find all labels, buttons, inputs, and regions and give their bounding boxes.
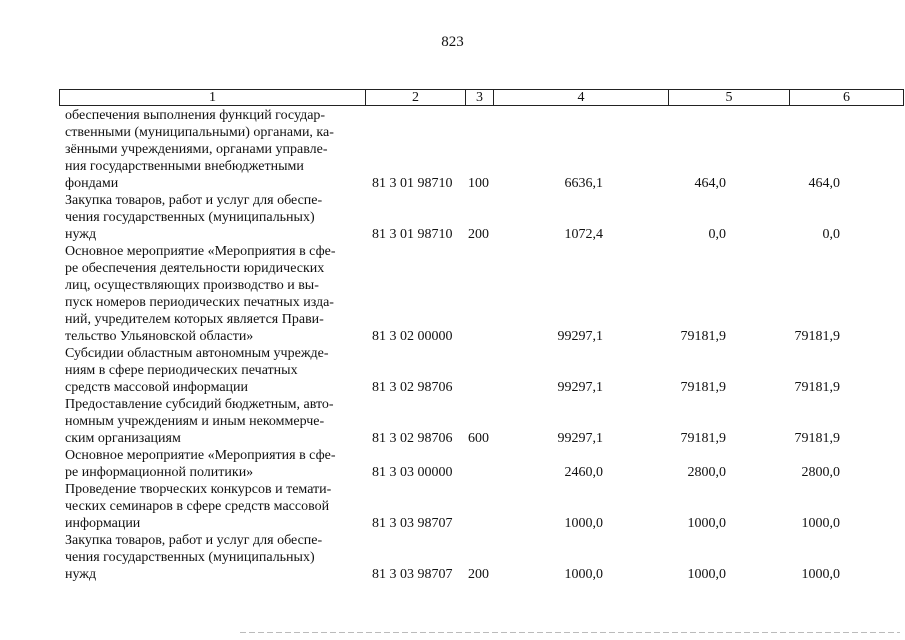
page-number: 823 bbox=[441, 34, 464, 50]
row-value-col4: 6636,1 bbox=[564, 176, 603, 191]
description-line: чения государственных (муниципальных) bbox=[65, 210, 315, 225]
description-line: Предоставление субсидий бюджетным, авто- bbox=[65, 397, 334, 412]
table-row bbox=[0, 532, 905, 583]
row-value-col5: 1000,0 bbox=[687, 567, 726, 582]
table-row bbox=[0, 481, 905, 532]
description-line: нужд bbox=[65, 567, 97, 582]
description-line: Проведение творческих конкурсов и темати- bbox=[65, 482, 332, 497]
row-value-col5: 464,0 bbox=[694, 176, 726, 191]
description-line: номным учреждениям и иным некоммерче- bbox=[65, 414, 325, 429]
column-header-5: 5 bbox=[669, 90, 790, 106]
row-value-col4: 99297,1 bbox=[557, 329, 603, 344]
row-code: 81 3 02 98706 bbox=[372, 380, 453, 395]
description-line: ским организациям bbox=[65, 431, 181, 446]
bottom-dashed-line bbox=[240, 632, 900, 633]
description-line: Закупка товаров, работ и услуг для обеспе- bbox=[65, 533, 323, 548]
column-header-3: 3 bbox=[466, 90, 494, 106]
description-line: фондами bbox=[65, 176, 119, 191]
description-line: ний, учредителем которых является Прави- bbox=[65, 312, 324, 327]
row-code: 81 3 01 98710 bbox=[372, 227, 453, 242]
description-line: Основное мероприятие «Мероприятия в сфе- bbox=[65, 448, 336, 463]
row-description bbox=[65, 447, 360, 481]
row-value-col6: 464,0 bbox=[808, 176, 840, 191]
description-line: зёнными учреждениями, органами управле- bbox=[65, 142, 328, 157]
table-row bbox=[0, 107, 905, 192]
row-description bbox=[65, 396, 360, 447]
row-description bbox=[65, 532, 360, 583]
description-line: информации bbox=[65, 516, 141, 531]
table-row bbox=[0, 243, 905, 345]
description-line: ре обеспечения деятельности юридических bbox=[65, 261, 325, 276]
row-expense-type: 200 bbox=[468, 227, 489, 242]
row-description bbox=[65, 192, 360, 243]
column-header-1: 1 bbox=[60, 90, 366, 106]
row-code: 81 3 02 00000 bbox=[372, 329, 453, 344]
column-header-2: 2 bbox=[366, 90, 466, 106]
description-line: пуск номеров периодических печатных изда- bbox=[65, 295, 334, 310]
description-line: чения государственных (муниципальных) bbox=[65, 550, 315, 565]
row-description bbox=[65, 345, 360, 396]
description-line: ческих семинаров в сфере средств массовой bbox=[65, 499, 330, 514]
row-value-col5: 79181,9 bbox=[680, 380, 726, 395]
description-line: тельство Ульяновской области» bbox=[65, 329, 254, 344]
row-value-col6: 0,0 bbox=[822, 227, 840, 242]
description-line: нужд bbox=[65, 227, 97, 242]
row-expense-type: 100 bbox=[468, 176, 489, 191]
row-description bbox=[65, 107, 360, 192]
description-line: ния государственными внебюджетными bbox=[65, 159, 304, 174]
description-line: Субсидии областным автономным учрежде- bbox=[65, 346, 329, 361]
column-header-4: 4 bbox=[494, 90, 669, 106]
row-code: 81 3 02 98706 bbox=[372, 431, 453, 446]
row-description bbox=[65, 481, 360, 532]
row-value-col6: 79181,9 bbox=[794, 329, 840, 344]
row-value-col6: 79181,9 bbox=[794, 431, 840, 446]
description-line: обеспечения выполнения функций государ- bbox=[65, 108, 326, 123]
row-value-col4: 99297,1 bbox=[557, 380, 603, 395]
row-code: 81 3 03 98707 bbox=[372, 567, 453, 582]
row-value-col4: 2460,0 bbox=[564, 465, 603, 480]
row-value-col6: 1000,0 bbox=[801, 516, 840, 531]
row-code: 81 3 01 98710 bbox=[372, 176, 453, 191]
column-header-row bbox=[60, 90, 904, 106]
row-value-col4: 1000,0 bbox=[564, 567, 603, 582]
table-row bbox=[0, 345, 905, 396]
description-line: ниям в сфере периодических печатных bbox=[65, 363, 298, 378]
row-code: 81 3 03 98707 bbox=[372, 516, 453, 531]
row-value-col5: 2800,0 bbox=[687, 465, 726, 480]
row-value-col4: 1000,0 bbox=[564, 516, 603, 531]
table-row bbox=[0, 447, 905, 481]
row-description bbox=[65, 243, 360, 345]
table-row bbox=[0, 192, 905, 243]
description-line: лиц, осуществляющих производство и вы- bbox=[65, 278, 319, 293]
description-line: ственными (муниципальными) органами, ка- bbox=[65, 125, 334, 140]
row-value-col5: 1000,0 bbox=[687, 516, 726, 531]
table-row bbox=[0, 396, 905, 447]
row-value-col5: 79181,9 bbox=[680, 329, 726, 344]
description-line: ре информационной политики» bbox=[65, 465, 254, 480]
row-value-col4: 1072,4 bbox=[564, 227, 603, 242]
row-value-col5: 79181,9 bbox=[680, 431, 726, 446]
row-value-col5: 0,0 bbox=[708, 227, 726, 242]
description-line: Основное мероприятие «Мероприятия в сфе- bbox=[65, 244, 336, 259]
row-value-col6: 2800,0 bbox=[801, 465, 840, 480]
row-value-col6: 79181,9 bbox=[794, 380, 840, 395]
row-value-col4: 99297,1 bbox=[557, 431, 603, 446]
row-expense-type: 200 bbox=[468, 567, 489, 582]
row-code: 81 3 03 00000 bbox=[372, 465, 453, 480]
column-header-6: 6 bbox=[790, 90, 904, 106]
row-value-col6: 1000,0 bbox=[801, 567, 840, 582]
column-header-table bbox=[59, 89, 904, 106]
description-line: Закупка товаров, работ и услуг для обеспе- bbox=[65, 193, 323, 208]
description-line: средств массовой информации bbox=[65, 380, 249, 395]
row-expense-type: 600 bbox=[468, 431, 489, 446]
